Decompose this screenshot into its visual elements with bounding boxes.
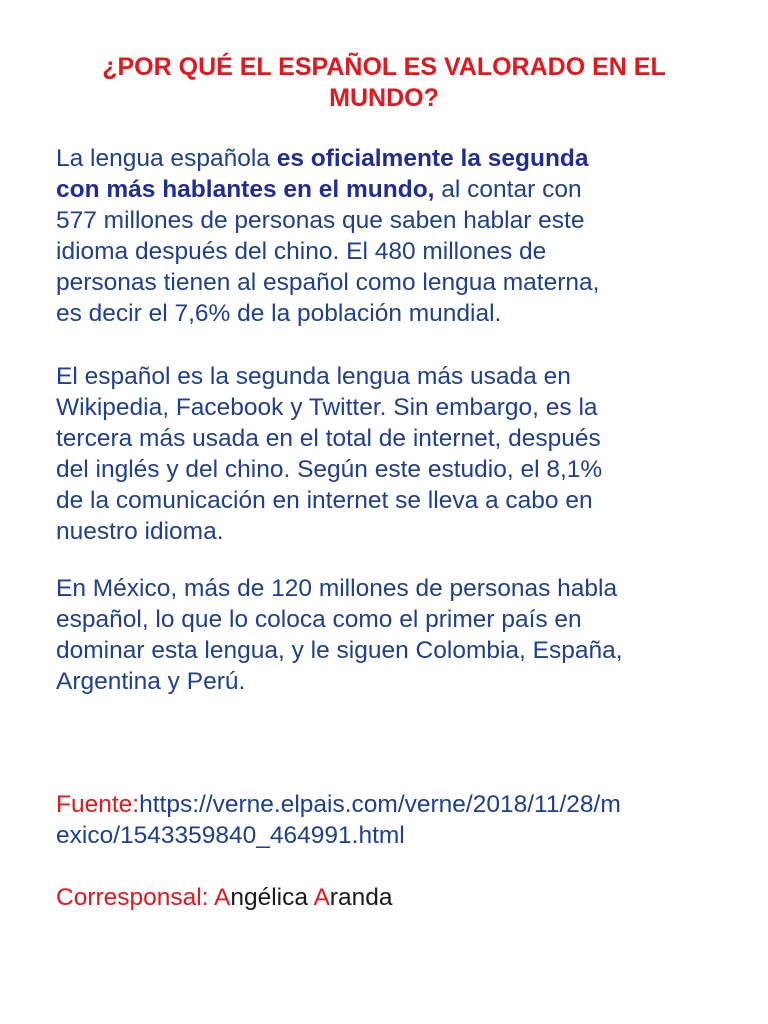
source-url-part-2[interactable]: exico/1543359840_464991.html	[56, 822, 405, 849]
paragraph-1-intro: La lengua española	[56, 145, 277, 172]
paragraph-1-bold-2: con más hablantes en el mundo,	[56, 176, 435, 203]
document-title	[40, 52, 728, 114]
source-line-1	[56, 789, 716, 820]
paragraph-1-line-5: personas tienen al español como lengua materna,	[56, 269, 600, 296]
paragraph-1	[56, 143, 716, 329]
paragraph-2-line-6: nuestro idioma.	[56, 518, 224, 545]
paragraph-1-line-1	[56, 143, 716, 174]
paragraph-1-line-3: 577 millones de personas que saben hablar este	[56, 207, 585, 234]
correspondent-first-initial: A	[213, 884, 231, 911]
correspondent-line	[56, 882, 392, 913]
paragraph-2	[56, 361, 716, 547]
paragraph-3-line-4: Argentina y Perú.	[56, 668, 246, 695]
paragraph-2-line-3: tercera más usada en el total de internet, después	[56, 425, 601, 452]
source-url-part-1[interactable]: https://verne.elpais.com/verne/2018/11/28/m	[139, 791, 621, 818]
paragraph-3-line-3: dominar esta lengua, y le siguen Colombia, España,	[56, 637, 623, 664]
correspondent-first-rest: ngélica	[230, 884, 314, 911]
title-line-1: ¿POR QUÉ EL ESPAÑOL ES VALORADO EN EL	[102, 53, 666, 81]
paragraph-3-line-2: español, lo que lo coloca como el primer país en	[56, 606, 582, 633]
source-label: Fuente:	[56, 791, 140, 818]
paragraph-2-line-2: Wikipedia, Facebook y Twitter. Sin embargo, es la	[56, 394, 598, 421]
correspondent-last-rest: randa	[329, 884, 393, 911]
paragraph-2-line-5: de la comunicación en internet se lleva a cabo en	[56, 487, 593, 514]
paragraph-1-line-2	[56, 174, 716, 205]
paragraph-1-bold-1: es oficialmente la segunda	[276, 145, 589, 172]
correspondent-last-initial: A	[313, 884, 330, 911]
paragraph-3-line-1: En México, más de 120 millones de personas habla	[56, 575, 618, 602]
title-line-2: MUNDO?	[329, 84, 439, 112]
paragraph-2-line-4: del inglés y del chino. Según este estudio, el 8,1%	[56, 456, 603, 483]
paragraph-3	[56, 573, 716, 697]
paragraph-1-line-4: idioma después del chino. El 480 millones de	[56, 238, 547, 265]
paragraph-2-line-1: El español es la segunda lengua más usada en	[56, 363, 571, 390]
correspondent-label: Corresponsal:	[56, 884, 214, 911]
source-line-2	[56, 820, 716, 851]
paragraph-1-line-6: es decir el 7,6% de la población mundial.	[56, 300, 502, 327]
paragraph-1-rest-2: al contar con	[434, 176, 582, 203]
source-citation	[56, 789, 716, 851]
